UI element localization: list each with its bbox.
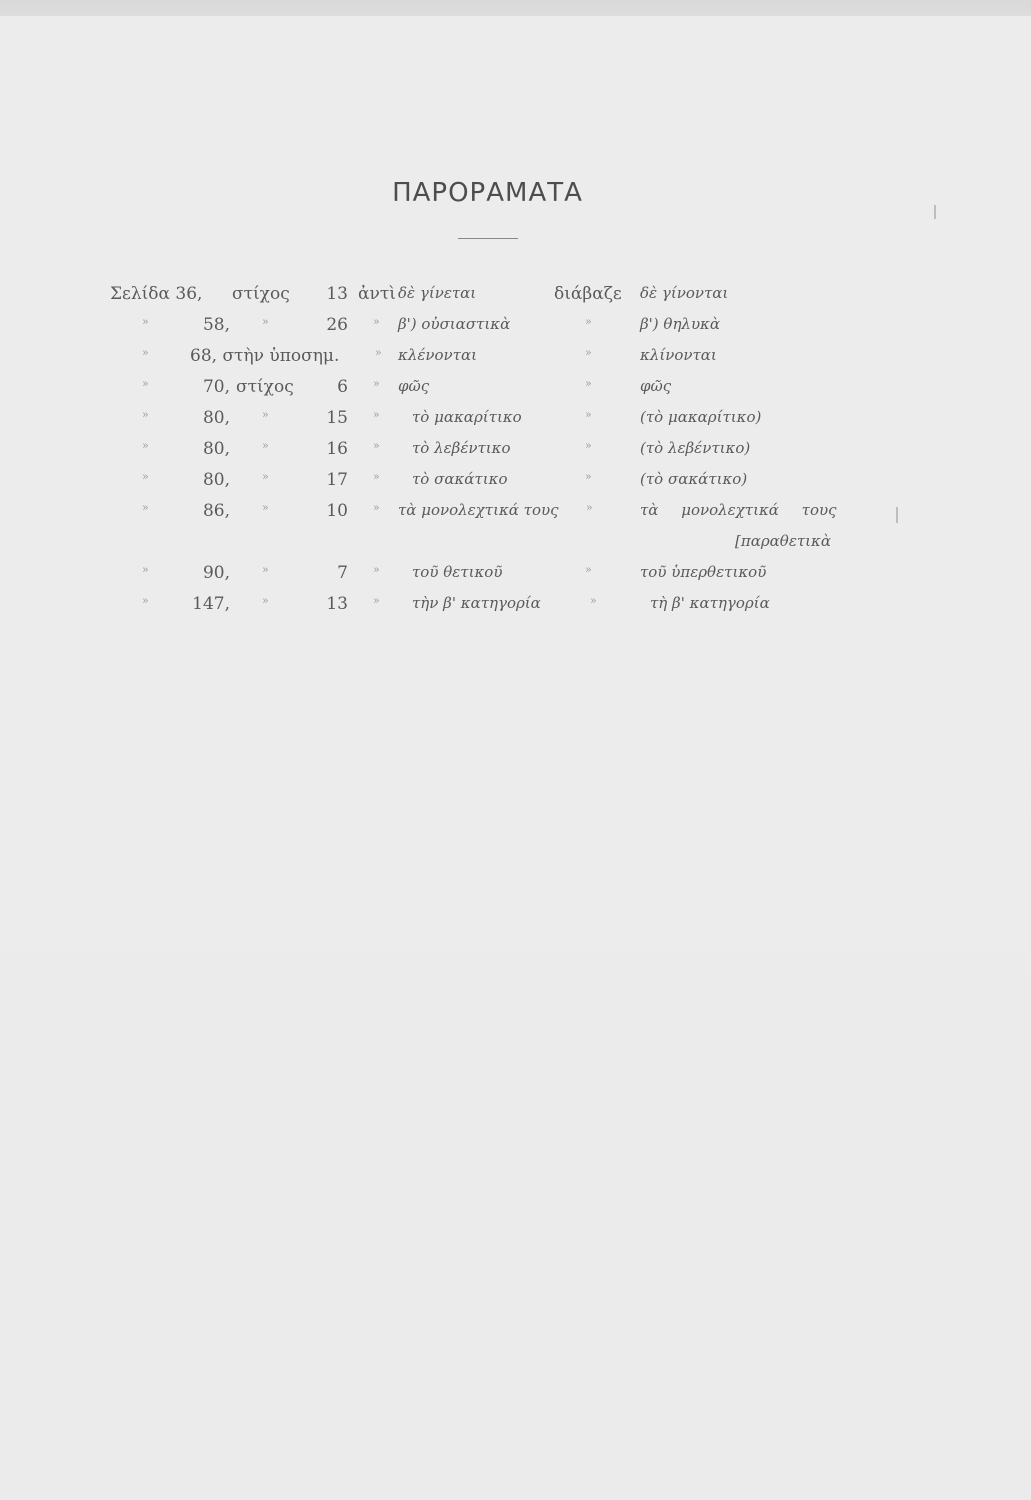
line-number: 15 xyxy=(326,408,348,428)
line-number: 7 xyxy=(337,563,348,583)
ditto-mark: » xyxy=(373,501,380,514)
ditto-mark: » xyxy=(262,501,269,514)
line-label: στίχος xyxy=(236,377,294,397)
correct-text: τὰ μονολεχτικά τους xyxy=(640,501,837,519)
ditto-mark: » xyxy=(585,563,592,576)
ditto-mark: » xyxy=(262,470,269,483)
ditto-mark: » xyxy=(585,377,592,390)
ditto-mark: » xyxy=(142,315,149,328)
ditto-mark: » xyxy=(262,563,269,576)
page-number: 90, xyxy=(202,563,230,583)
page-number: 80, xyxy=(202,470,230,490)
errata-table xyxy=(0,284,1031,625)
ditto-mark: » xyxy=(375,346,382,359)
correct-text-continuation: [παραθετικὰ xyxy=(735,532,832,550)
line-number: 17 xyxy=(326,470,348,490)
wrong-text: δὲ γίνεται xyxy=(398,284,477,302)
line-number: 13 xyxy=(326,594,348,614)
wrong-text: τὰ μονολεχτικά τους xyxy=(398,501,559,519)
ditto-mark: » xyxy=(586,501,593,514)
ditto-mark: » xyxy=(585,470,592,483)
ditto-mark: » xyxy=(262,408,269,421)
page-top-edge xyxy=(0,0,1031,16)
scan-mark xyxy=(934,205,936,219)
ditto-mark: » xyxy=(373,594,380,607)
errata-row xyxy=(0,315,1031,346)
line-number: 16 xyxy=(326,439,348,459)
ditto-mark: » xyxy=(142,377,149,390)
ditto-mark: » xyxy=(585,439,592,452)
correct-text: (τὸ λεβέντικο) xyxy=(640,439,751,457)
wrong-text: β') οὐσιαστικὰ xyxy=(398,315,511,333)
ditto-mark: » xyxy=(585,346,592,359)
errata-row xyxy=(0,439,1031,470)
line-number: 10 xyxy=(326,501,348,521)
ditto-mark: » xyxy=(142,470,149,483)
wrong-text: τὸ λεβέντικο xyxy=(412,439,511,457)
correct-text: τοῦ ὑπερθετικοῦ xyxy=(640,563,767,581)
errata-row xyxy=(0,563,1031,594)
page-number: 147, xyxy=(192,594,230,614)
ditto-mark: » xyxy=(142,439,149,452)
ditto-mark: » xyxy=(373,470,380,483)
page-label: Σελίδα 36, xyxy=(110,284,203,304)
page-title: ΠΑΡΟΡΑΜΑΤΑ xyxy=(392,178,583,208)
ditto-mark: » xyxy=(373,408,380,421)
page-number: 68, στὴν ὑποσημ. xyxy=(190,346,340,366)
line-number: 6 xyxy=(337,377,348,397)
ditto-mark: » xyxy=(262,439,269,452)
page-number: 70, xyxy=(202,377,230,397)
ditto-mark: » xyxy=(142,501,149,514)
wrong-text: τοῦ θετικοῦ xyxy=(412,563,503,581)
errata-row xyxy=(0,408,1031,439)
ditto-mark: » xyxy=(142,346,149,359)
wrong-text: τὸ σακάτικο xyxy=(412,470,508,488)
errata-row xyxy=(0,346,1031,377)
ditto-mark: » xyxy=(142,563,149,576)
errata-row xyxy=(0,501,1031,532)
wrong-text: τὴν β' κατηγορία xyxy=(412,594,541,612)
correct-text: (τὸ σακάτικο) xyxy=(640,470,748,488)
ditto-mark: » xyxy=(262,315,269,328)
correct-text: τὴ β' κατηγορία xyxy=(650,594,770,612)
ditto-mark: » xyxy=(585,315,592,328)
ditto-mark: » xyxy=(590,594,597,607)
scan-mark xyxy=(896,507,898,523)
correct-text: β') θηλυκὰ xyxy=(640,315,721,333)
read-label: διάβαζε xyxy=(554,284,622,304)
page-number: 80, xyxy=(202,408,230,428)
ditto-mark: » xyxy=(373,439,380,452)
line-label: στίχος xyxy=(232,284,290,304)
ditto-mark: » xyxy=(373,315,380,328)
errata-row-continuation xyxy=(0,532,1031,563)
page-number: 58, xyxy=(202,315,230,335)
wrong-text: κλένονται xyxy=(398,346,477,364)
correct-text: (τὸ μακαρίτικο) xyxy=(640,408,762,426)
line-number: 13 xyxy=(326,284,348,304)
correct-text: κλίνονται xyxy=(640,346,717,364)
title-rule xyxy=(458,238,518,239)
wrong-text: τὸ μακαρίτικο xyxy=(412,408,522,426)
correct-text: φῶς xyxy=(640,377,672,395)
line-number: 26 xyxy=(326,315,348,335)
instead-label: ἀντὶ xyxy=(358,284,396,304)
correct-text: δὲ γίνονται xyxy=(640,284,729,302)
errata-row xyxy=(0,594,1031,625)
page-number: 80, xyxy=(202,439,230,459)
errata-row xyxy=(0,470,1031,501)
ditto-mark: » xyxy=(142,594,149,607)
page-number: 86, xyxy=(202,501,230,521)
ditto-mark: » xyxy=(373,377,380,390)
ditto-mark: » xyxy=(585,408,592,421)
ditto-mark: » xyxy=(262,594,269,607)
errata-row xyxy=(0,284,1031,315)
ditto-mark: » xyxy=(373,563,380,576)
ditto-mark: » xyxy=(142,408,149,421)
wrong-text: φῶς xyxy=(398,377,430,395)
errata-row xyxy=(0,377,1031,408)
